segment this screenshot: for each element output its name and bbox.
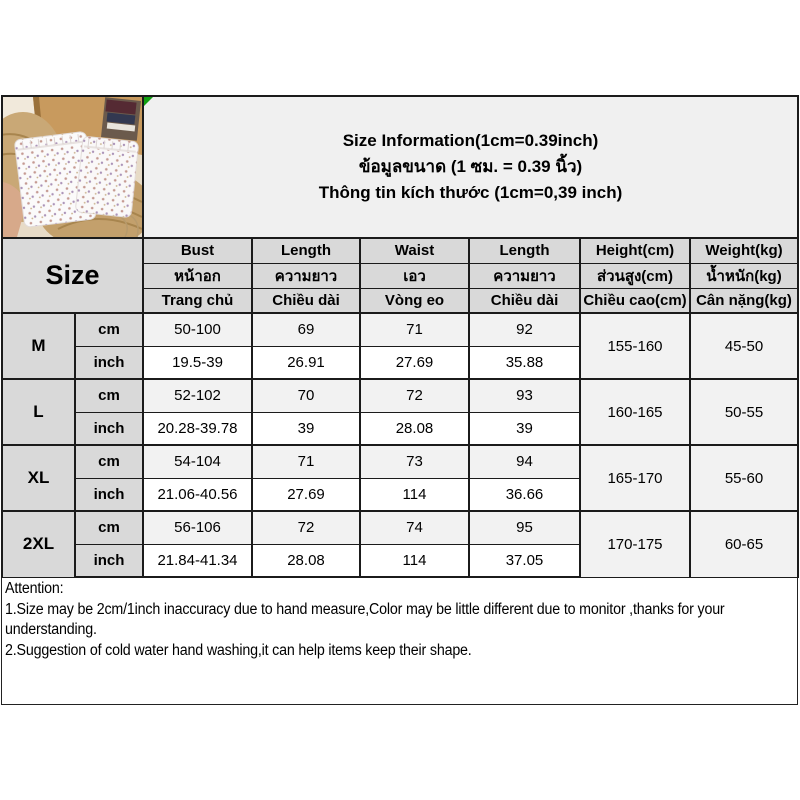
measurement-cell: 36.66 — [469, 478, 580, 511]
product-photo-cell — [2, 96, 143, 238]
measurement-cell: 56-106 — [143, 511, 252, 544]
column-header-length-vi: Chiều dài — [252, 288, 360, 313]
title-cell — [143, 96, 798, 238]
measurement-cell: 114 — [360, 544, 469, 577]
measurement-cell: 71 — [360, 313, 469, 346]
measurement-cell: 28.08 — [252, 544, 360, 577]
column-header-waist-en: Waist — [360, 238, 469, 263]
measurement-cell: 21.06-40.56 — [143, 478, 252, 511]
attention-note — [1, 578, 798, 705]
column-header-bust-vi: Trang chủ — [143, 288, 252, 313]
measurement-cell: 72 — [252, 511, 360, 544]
column-header-weight-vi: Cân nặng(kg) — [690, 288, 798, 313]
title-line-th: ข้อมูลขนาด (1 ซม. = 0.39 นิ้ว) — [358, 157, 583, 176]
measurement-cell: 39 — [469, 412, 580, 445]
measurement-cell: 114 — [360, 478, 469, 511]
measurement-cell: 19.5-39 — [143, 346, 252, 379]
column-header-length2-en: Length — [469, 238, 580, 263]
measurement-cell: 21.84-41.34 — [143, 544, 252, 577]
measurement-cell: 52-102 — [143, 379, 252, 412]
unit-label-cm: cm — [75, 313, 143, 346]
size-row-label-2xl: 2XL — [2, 511, 75, 577]
unit-label-inch: inch — [75, 346, 143, 379]
column-header-length2-th: ความยาว — [469, 263, 580, 288]
measurement-cell: 26.91 — [252, 346, 360, 379]
measurement-cell: 71 — [252, 445, 360, 478]
size-row-label-l: L — [2, 379, 75, 445]
height-cell: 170-175 — [580, 511, 690, 577]
attention-line-1: 1.Size may be 2cm/1inch inaccuracy due to hand measure,Color may be little different due to monitor ,thanks for your understanding. — [5, 600, 725, 638]
size-chart-sheet — [1, 95, 798, 705]
unit-label-inch: inch — [75, 544, 143, 577]
column-header-length2-vi: Chiều dài — [469, 288, 580, 313]
measurement-cell: 35.88 — [469, 346, 580, 379]
unit-label-inch: inch — [75, 412, 143, 445]
column-header-height-vi: Chiều cao(cm) — [580, 288, 690, 313]
unit-label-inch: inch — [75, 478, 143, 511]
column-header-bust-en: Bust — [143, 238, 252, 263]
measurement-cell: 74 — [360, 511, 469, 544]
column-header-height-en: Height(cm) — [580, 238, 690, 263]
measurement-cell: 37.05 — [469, 544, 580, 577]
measurement-cell: 73 — [360, 445, 469, 478]
size-row-label-m: M — [2, 313, 75, 379]
column-header-weight-th: น้ำหนัก(kg) — [690, 263, 798, 288]
attention-line-2: 2.Suggestion of cold water hand washing,it can help items keep their shape. — [5, 641, 472, 659]
column-header-waist-th: เอว — [360, 263, 469, 288]
measurement-cell: 92 — [469, 313, 580, 346]
measurement-cell: 94 — [469, 445, 580, 478]
title-line-en: Size Information(1cm=0.39inch) — [342, 131, 599, 150]
measurement-cell: 20.28-39.78 — [143, 412, 252, 445]
attention-heading: Attention: — [5, 580, 64, 597]
product-photo — [3, 97, 142, 237]
column-header-weight-en: Weight(kg) — [690, 238, 798, 263]
cell-corner-marker-icon — [144, 97, 153, 106]
unit-label-cm: cm — [75, 445, 143, 478]
size-table — [1, 95, 799, 578]
measurement-cell: 69 — [252, 313, 360, 346]
measurement-cell: 72 — [360, 379, 469, 412]
measurement-cell: 28.08 — [360, 412, 469, 445]
column-header-waist-vi: Vòng eo — [360, 288, 469, 313]
measurement-cell: 27.69 — [252, 478, 360, 511]
column-header-length-th: ความยาว — [252, 263, 360, 288]
column-header-length-en: Length — [252, 238, 360, 263]
size-row-label-xl: XL — [2, 445, 75, 511]
column-header-height-th: ส่วนสูง(cm) — [580, 263, 690, 288]
measurement-cell: 95 — [469, 511, 580, 544]
unit-label-cm: cm — [75, 379, 143, 412]
measurement-cell: 39 — [252, 412, 360, 445]
measurement-cell: 54-104 — [143, 445, 252, 478]
column-header-bust-th: หน้าอก — [143, 263, 252, 288]
weight-cell: 55-60 — [690, 445, 798, 511]
unit-label-cm: cm — [75, 511, 143, 544]
measurement-cell: 93 — [469, 379, 580, 412]
weight-cell: 60-65 — [690, 511, 798, 577]
height-cell: 155-160 — [580, 313, 690, 379]
measurement-cell: 50-100 — [143, 313, 252, 346]
height-cell: 165-170 — [580, 445, 690, 511]
weight-cell: 45-50 — [690, 313, 798, 379]
measurement-cell: 70 — [252, 379, 360, 412]
size-header: Size — [2, 238, 143, 313]
title-line-vi: Thông tin kích thước (1cm=0,39 inch) — [318, 183, 623, 202]
measurement-cell: 27.69 — [360, 346, 469, 379]
weight-cell: 50-55 — [690, 379, 798, 445]
height-cell: 160-165 — [580, 379, 690, 445]
